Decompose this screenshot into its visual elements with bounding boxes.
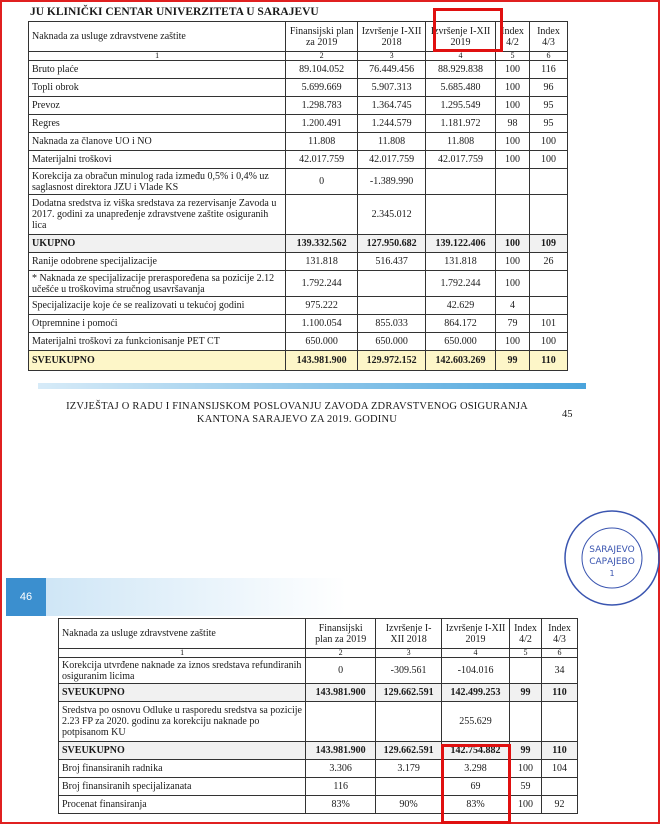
table-row xyxy=(29,253,568,271)
page-number: 45 xyxy=(562,409,573,420)
highlight-box-2019-header xyxy=(433,8,503,52)
cell-value: 3.306 xyxy=(306,760,376,778)
row-label: Sredstva po osnovu Odluke u rasporedu sredstva sa pozicije 2.23 FP za 2020. godinu za korekciju naknade po potpisanom KU xyxy=(59,702,306,742)
cell-value: 100 xyxy=(496,133,530,151)
cell-value xyxy=(510,658,542,684)
cell-value: 142.603.269 xyxy=(426,351,496,371)
column-number: 2 xyxy=(286,52,358,61)
header-index-4-3: Index 4/3 xyxy=(542,619,578,649)
cell-value: 1.295.549 xyxy=(426,97,496,115)
cell-value: 92 xyxy=(542,796,578,814)
cell-value xyxy=(529,271,567,297)
cell-value: 42.017.759 xyxy=(358,151,426,169)
cell-value xyxy=(542,702,578,742)
table-row xyxy=(59,702,578,742)
column-number: 5 xyxy=(510,649,542,658)
cell-value: 3.179 xyxy=(376,760,442,778)
cell-value: 5.907.313 xyxy=(358,79,426,97)
cell-value: 116 xyxy=(306,778,376,796)
cell-value: 2.345.012 xyxy=(358,195,426,235)
column-number: 5 xyxy=(496,52,530,61)
table-kc-top xyxy=(28,21,568,371)
cell-value: 69 xyxy=(442,778,510,796)
row-label: Ranije odobrene specijalizacije xyxy=(29,253,286,271)
table-row xyxy=(29,115,568,133)
page-tab-46: 46 xyxy=(6,578,46,616)
row-label: SVEUKUPNO xyxy=(59,684,306,702)
cell-value: 59 xyxy=(510,778,542,796)
row-label: Materijalni troškovi xyxy=(29,151,286,169)
cell-value: -104.016 xyxy=(442,658,510,684)
stamp-city: SARAJEVO xyxy=(589,545,635,555)
table-row xyxy=(29,79,568,97)
page-divider-band xyxy=(38,383,586,389)
cell-value: 99 xyxy=(510,684,542,702)
table-row xyxy=(59,684,578,702)
cell-value: 101 xyxy=(529,315,567,333)
cell-value: 131.818 xyxy=(426,253,496,271)
header-2019: Izvršenje I-XII 2019 xyxy=(442,619,510,649)
cell-value xyxy=(358,297,426,315)
cell-value: 255.629 xyxy=(442,702,510,742)
column-number: 4 xyxy=(426,52,496,61)
cell-value: 100 xyxy=(496,253,530,271)
row-label: Topli obrok xyxy=(29,79,286,97)
cell-value: 42.629 xyxy=(426,297,496,315)
row-label: Broj finansiranih specijalizanata xyxy=(59,778,306,796)
cell-value: 95 xyxy=(529,115,567,133)
cell-value: 100 xyxy=(510,760,542,778)
header-2018: Izvršenje I-XII 2018 xyxy=(376,619,442,649)
cell-value: 650.000 xyxy=(358,333,426,351)
header-2018: Izvršenje I-XII 2018 xyxy=(358,22,426,52)
header-index-4-2: Index 4/2 xyxy=(510,619,542,649)
cell-value: -309.561 xyxy=(376,658,442,684)
column-number: 2 xyxy=(306,649,376,658)
header-naknada: Naknada za usluge zdravstvene zaštite xyxy=(59,619,306,649)
row-label: UKUPNO xyxy=(29,235,286,253)
cell-value: 100 xyxy=(496,271,530,297)
cell-value: 110 xyxy=(529,351,567,371)
cell-value xyxy=(542,778,578,796)
cell-value: 143.981.900 xyxy=(286,351,358,371)
official-stamp-icon xyxy=(562,508,660,608)
cell-value: 34 xyxy=(542,658,578,684)
table-row xyxy=(29,351,568,371)
page-header-strip xyxy=(46,578,546,616)
cell-value: 89.104.052 xyxy=(286,61,358,79)
row-label: SVEUKUPNO xyxy=(59,742,306,760)
cell-value: 131.818 xyxy=(286,253,358,271)
cell-value xyxy=(376,778,442,796)
column-number: 1 xyxy=(59,649,306,658)
cell-value xyxy=(529,195,567,235)
cell-value: 100 xyxy=(529,133,567,151)
cell-value: 650.000 xyxy=(426,333,496,351)
row-label: Broj finansiranih radnika xyxy=(59,760,306,778)
table-row xyxy=(29,315,568,333)
table-row xyxy=(29,333,568,351)
table-row xyxy=(29,195,568,235)
cell-value: 855.033 xyxy=(358,315,426,333)
cell-value: 1.181.972 xyxy=(426,115,496,133)
institution-heading: JU KLINIČKI CENTAR UNIVERZITETA U SARAJEVU xyxy=(30,6,319,18)
cell-value: 90% xyxy=(376,796,442,814)
cell-value: 1.298.783 xyxy=(286,97,358,115)
header-plan: Finansijski plan za 2019 xyxy=(306,619,376,649)
stamp-number: 1 xyxy=(609,569,615,578)
column-number: 3 xyxy=(376,649,442,658)
cell-value: 139.332.562 xyxy=(286,235,358,253)
cell-value: 79 xyxy=(496,315,530,333)
stamp-city-cyrillic: САРАЈЕВО xyxy=(589,557,635,567)
cell-value xyxy=(496,169,530,195)
row-label: Prevoz xyxy=(29,97,286,115)
cell-value: 3.298 xyxy=(442,760,510,778)
cell-value xyxy=(306,702,376,742)
cell-value: 650.000 xyxy=(286,333,358,351)
cell-value: 4 xyxy=(496,297,530,315)
row-label: Dodatna sredstva iz viška sredstava za rezervisanje Zavoda u 2017. godini za unapređenje zdravstvene zaštite osiguranih lica xyxy=(29,195,286,235)
cell-value xyxy=(426,195,496,235)
row-label: Specijalizacije koje će se realizovati u tekućoj godini xyxy=(29,297,286,315)
row-label: Procenat finansiranja xyxy=(59,796,306,814)
cell-value: 98 xyxy=(496,115,530,133)
cell-value: 5.699.669 xyxy=(286,79,358,97)
table-row xyxy=(29,297,568,315)
table-header-row xyxy=(59,619,578,649)
cell-value: 100 xyxy=(496,151,530,169)
row-label: * Naknada ze specijalizacije preraspoređena sa pozicije 2.12 učešće u troškovima stručnog usavršavanja xyxy=(29,271,286,297)
cell-value: 11.808 xyxy=(358,133,426,151)
cell-value: 143.981.900 xyxy=(306,742,376,760)
cell-value: 11.808 xyxy=(286,133,358,151)
cell-value: 1.244.579 xyxy=(358,115,426,133)
cell-value: 83% xyxy=(306,796,376,814)
cell-value: 100 xyxy=(496,61,530,79)
cell-value: 139.122.406 xyxy=(426,235,496,253)
cell-value: 975.222 xyxy=(286,297,358,315)
cell-value: 864.172 xyxy=(426,315,496,333)
cell-value: 100 xyxy=(496,97,530,115)
cell-value xyxy=(510,702,542,742)
cell-value xyxy=(358,271,426,297)
table-row xyxy=(29,271,568,297)
cell-value: -1.389.990 xyxy=(358,169,426,195)
row-label: Korekcija za obračun minulog rada između 0,5% i 0,4% uz saglasnost direktora JZU i Vlade KS xyxy=(29,169,286,195)
cell-value: 96 xyxy=(529,79,567,97)
cell-value: 1.792.244 xyxy=(286,271,358,297)
cell-value: 127.950.682 xyxy=(358,235,426,253)
cell-value: 142.499.253 xyxy=(442,684,510,702)
header-naknada: Naknada za usluge zdravstvene zaštite xyxy=(29,22,286,52)
cell-value: 110 xyxy=(542,684,578,702)
cell-value: 76.449.456 xyxy=(358,61,426,79)
cell-value: 100 xyxy=(496,333,530,351)
cell-value: 26 xyxy=(529,253,567,271)
highlight-box-2019-values xyxy=(441,744,511,824)
table-row xyxy=(59,658,578,684)
table-row xyxy=(29,133,568,151)
cell-value: 129.662.591 xyxy=(376,742,442,760)
cell-value: 88.929.838 xyxy=(426,61,496,79)
cell-value: 129.662.591 xyxy=(376,684,442,702)
column-number-row xyxy=(59,649,578,658)
table-row xyxy=(29,169,568,195)
column-number: 6 xyxy=(542,649,578,658)
cell-value: 11.808 xyxy=(426,133,496,151)
row-label: SVEUKUPNO xyxy=(29,351,286,371)
column-number: 6 xyxy=(529,52,567,61)
cell-value: 83% xyxy=(442,796,510,814)
cell-value: 104 xyxy=(542,760,578,778)
row-label: Materijalni troškovi za funkcionisanje PET CT xyxy=(29,333,286,351)
cell-value: 1.200.491 xyxy=(286,115,358,133)
cell-value xyxy=(286,195,358,235)
cell-value: 0 xyxy=(286,169,358,195)
report-footer xyxy=(62,400,532,426)
column-number: 1 xyxy=(29,52,286,61)
cell-value: 116 xyxy=(529,61,567,79)
row-label: Otpremnine i pomoći xyxy=(29,315,286,333)
cell-value xyxy=(529,297,567,315)
column-number-row xyxy=(29,52,568,61)
column-number: 3 xyxy=(358,52,426,61)
table-row xyxy=(29,151,568,169)
cell-value: 100 xyxy=(496,235,530,253)
cell-value: 5.685.480 xyxy=(426,79,496,97)
header-plan: Finansijski plan za 2019 xyxy=(286,22,358,52)
table-row xyxy=(29,235,568,253)
cell-value: 142.754.882 xyxy=(442,742,510,760)
cell-value: 0 xyxy=(306,658,376,684)
cell-value xyxy=(376,702,442,742)
table-row xyxy=(29,97,568,115)
header-index-4-2: Index 4/2 xyxy=(496,22,530,52)
column-number: 4 xyxy=(442,649,510,658)
row-label: Naknada za članove UO i NO xyxy=(29,133,286,151)
cell-value: 1.364.745 xyxy=(358,97,426,115)
cell-value: 1.792.244 xyxy=(426,271,496,297)
header-2019: Izvršenje I-XII 2019 xyxy=(426,22,496,52)
cell-value: 100 xyxy=(529,333,567,351)
cell-value: 100 xyxy=(529,151,567,169)
header-index-4-3: Index 4/3 xyxy=(529,22,567,52)
row-label: Korekcija utvrđene naknade za iznos sredstava refundiranih osiguranim licima xyxy=(59,658,306,684)
table-row xyxy=(29,61,568,79)
cell-value: 129.972.152 xyxy=(358,351,426,371)
footer-line-1: IZVJEŠTAJ O RADU I FINANSIJSKOM POSLOVANJU ZAVODA ZDRAVSTVENOG OSIGURANJA xyxy=(66,401,528,412)
cell-value: 1.100.054 xyxy=(286,315,358,333)
cell-value: 99 xyxy=(496,351,530,371)
cell-value xyxy=(529,169,567,195)
footer-line-2: KANTONA SARAJEVO ZA 2019. GODINU xyxy=(196,414,398,425)
cell-value: 42.017.759 xyxy=(426,151,496,169)
cell-value: 100 xyxy=(510,796,542,814)
cell-value: 42.017.759 xyxy=(286,151,358,169)
cell-value: 516.437 xyxy=(358,253,426,271)
cell-value: 99 xyxy=(510,742,542,760)
cell-value: 95 xyxy=(529,97,567,115)
cell-value xyxy=(426,169,496,195)
row-label: Bruto plaće xyxy=(29,61,286,79)
cell-value: 100 xyxy=(496,79,530,97)
cell-value: 143.981.900 xyxy=(306,684,376,702)
row-label: Regres xyxy=(29,115,286,133)
cell-value: 109 xyxy=(529,235,567,253)
cell-value: 110 xyxy=(542,742,578,760)
cell-value xyxy=(496,195,530,235)
